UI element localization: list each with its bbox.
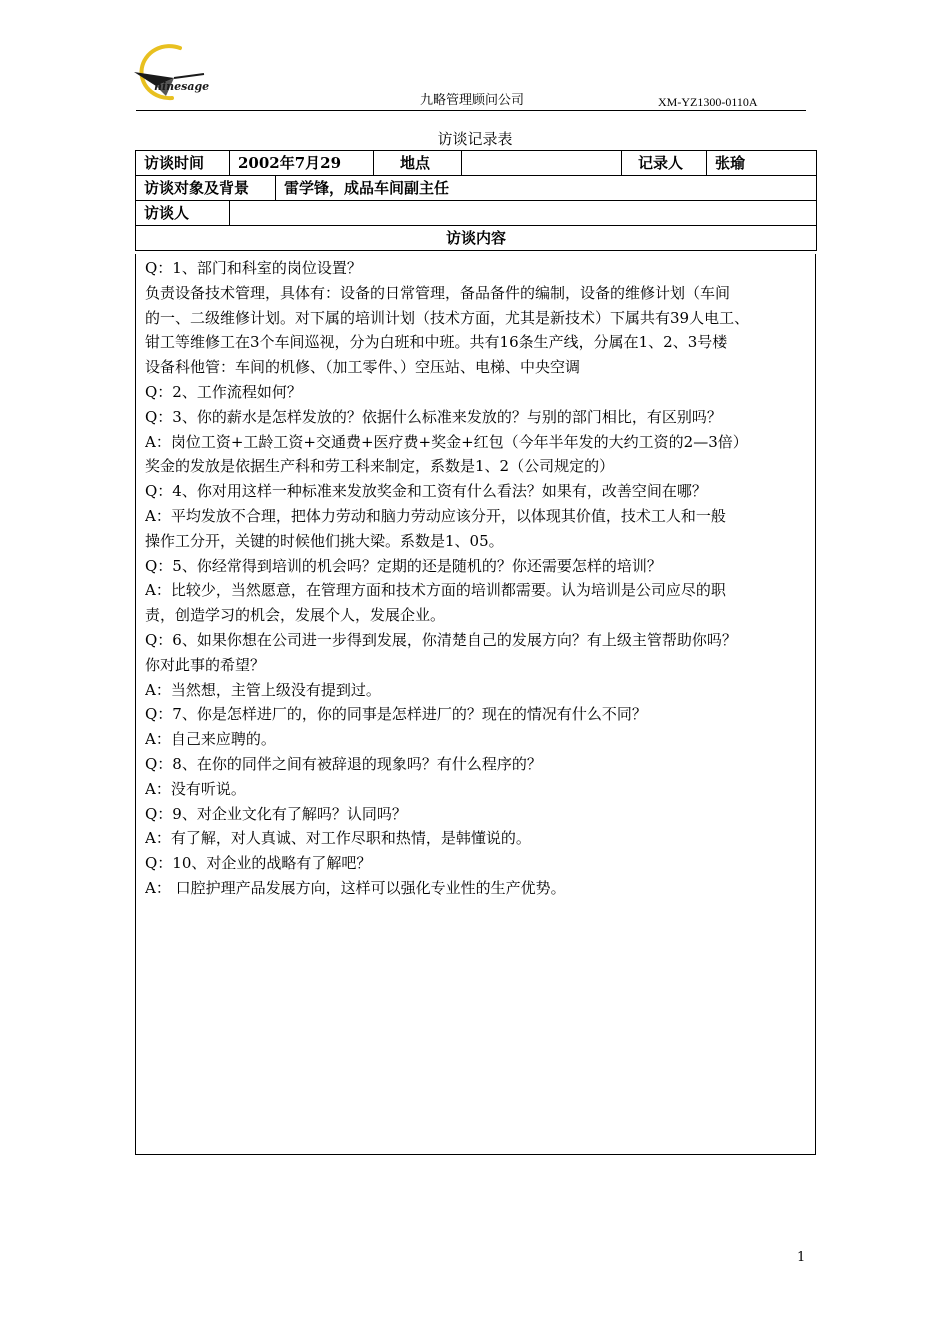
form-row-subject xyxy=(136,176,817,201)
interview-content xyxy=(135,254,816,1155)
content-heading: 访谈内容 xyxy=(136,226,817,251)
content-line: Q：10、对企业的战略有了解吧？ xyxy=(145,854,372,873)
content-line: Q：6、如果你想在公司进一步得到发展，你清楚自己的发展方向？有上级主管帮助你吗？ xyxy=(145,630,737,649)
content-line: Q：8、在你的同伴之间有被辞退的现象吗？有什么程序的？ xyxy=(145,754,542,773)
place-label: 地点 xyxy=(374,151,462,176)
time-value: 2002年7月29 xyxy=(230,151,374,176)
recorder-value: 张瑜 xyxy=(707,151,817,176)
content-line: A：比较少，当然愿意，在管理方面和技术方面的培训都需要。认为培训是公司应尽的职 xyxy=(145,581,726,600)
content-line: Q：3、你的薪水是怎样发放的？依据什么标准来发放的？与别的部门相比，有区别吗？ xyxy=(145,407,722,426)
content-line: A：平均发放不合理，把体力劳动和脑力劳动应该分开，以体现其价值，技术工人和一般 xyxy=(145,506,726,525)
interview-form-table xyxy=(135,150,817,251)
content-line: 你对此事的希望？ xyxy=(145,655,266,674)
company-logo xyxy=(128,40,232,110)
time-label: 访谈时间 xyxy=(136,151,230,176)
content-line: A：有了解，对人真诚、对工作尽职和热情，是韩懂说的。 xyxy=(145,829,531,848)
place-value xyxy=(462,151,622,176)
subject-value: 雷学锋，成品车间副主任 xyxy=(276,176,817,201)
content-line: Q：9、对企业文化有了解吗？认同吗？ xyxy=(145,804,407,823)
content-line: A：没有听说。 xyxy=(145,779,246,798)
content-line: Q：5、你经常得到培训的机会吗？定期的还是随机的？你还需要怎样的培训？ xyxy=(145,556,662,575)
interviewer-label: 访谈人 xyxy=(136,201,230,226)
form-row-interviewer xyxy=(136,201,817,226)
content-line: Q：4、你对用这样一种标准来发放奖金和工资有什么看法？如果有，改善空间在哪？ xyxy=(145,482,707,501)
logo-text: ninesage xyxy=(154,80,210,93)
recorder-label: 记录人 xyxy=(622,151,707,176)
content-line: 操作工分开，关键的时候他们挑大梁。系数是1、05。 xyxy=(145,531,504,550)
content-line: 设备科他管：车间的机修、（加工零件、）空压站、电梯、中央空调 xyxy=(145,358,581,377)
page-number: 1 xyxy=(797,1250,806,1265)
content-line: A： 口腔护理产品发展方向，这样可以强化专业性的生产优势。 xyxy=(145,878,566,897)
content-line: 责，创造学习的机会，发展个人，发展企业。 xyxy=(145,606,446,625)
header-rule xyxy=(136,110,806,111)
interviewer-value xyxy=(230,201,817,226)
form-row-time xyxy=(136,151,817,176)
content-line: 奖金的发放是依据生产科和劳工科来制定，系数是1、2（公司规定的） xyxy=(145,457,615,476)
content-line: A：岗位工资+工龄工资+交通费+医疗费+奖金+红包（今年半年发的大约工资的2—3倍） xyxy=(145,432,748,451)
company-name: 九略管理顾问公司 xyxy=(420,93,525,108)
content-line: 负责设备技术管理，具体有：设备的日常管理，备品备件的编制，设备的维修计划（车间 xyxy=(145,283,731,302)
content-line: Q：2、工作流程如何？ xyxy=(145,382,302,401)
form-row-content-heading xyxy=(136,226,817,251)
content-line: Q：1、部门和科室的岗位设置？ xyxy=(145,259,362,277)
content-line: A：自己来应聘的。 xyxy=(145,730,276,749)
document-number: XM-YZ1300-0110A xyxy=(658,95,806,111)
form-title: 访谈记录表 xyxy=(437,130,513,148)
content-line: A：当然想，主管上级没有提到过。 xyxy=(145,680,381,699)
subject-label: 访谈对象及背景 xyxy=(136,176,276,201)
content-line: Q：7、你是怎样进厂的，你的同事是怎样进厂的？现在的情况有什么不同？ xyxy=(145,705,647,724)
content-line: 的一、二级维修计划。对下属的培训计划（技术方面，尤其是新技术）下属共有39人电工、 xyxy=(145,308,750,327)
content-line: 钳工等维修工在3个车间巡视，分为白班和中班。共有16条生产线，分属在1、2、3号楼 xyxy=(145,333,728,352)
